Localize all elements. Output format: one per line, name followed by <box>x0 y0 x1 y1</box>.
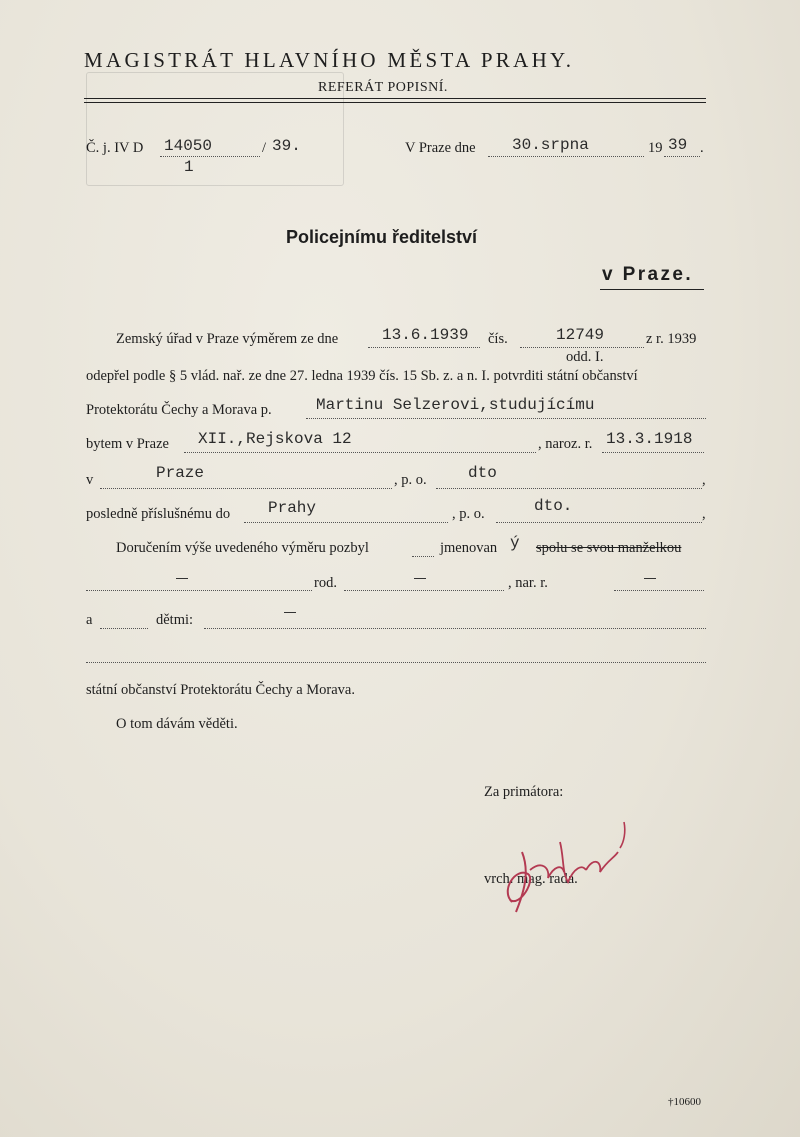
cj-label: Č. j. IV D <box>86 140 144 156</box>
line10-dash <box>284 612 296 613</box>
line7-po: , p. o. <box>452 506 485 522</box>
line9-dash-c <box>644 578 656 579</box>
line9-dash-b <box>414 578 426 579</box>
addressee-city: v Praze. <box>602 264 694 285</box>
line9-dots-c <box>614 590 704 591</box>
line9-dots-b <box>344 590 504 591</box>
date-value: 30.srpna <box>512 136 589 154</box>
line13-text: O tom dávám věděti. <box>116 716 238 732</box>
department-subtitle: REFERÁT POPISNÍ. <box>318 80 448 95</box>
line8-dots <box>412 556 434 557</box>
line6-po: , p. o. <box>394 472 427 488</box>
line9-rod: rod. <box>314 575 337 591</box>
line5-dots <box>184 452 536 453</box>
line8-text: Doručením výše uvedeného výměru pozbyl <box>116 540 369 556</box>
line6-po-dots <box>436 488 702 489</box>
person-name: Martinu Selzerovi,studujícímu <box>316 396 595 414</box>
header-rule-bottom <box>84 102 706 103</box>
line10-a: a <box>86 612 93 628</box>
residence-address: XII.,Rejskova 12 <box>198 430 352 448</box>
line7-dots <box>244 522 448 523</box>
department-odd: odd. I. <box>566 349 604 365</box>
line10-dots-a <box>100 628 148 629</box>
domicile-place: Prahy <box>268 499 317 517</box>
date-dotline <box>488 156 644 157</box>
cj-sub: 1 <box>184 158 194 176</box>
year-dotline <box>664 156 700 157</box>
birth-place: Praze <box>156 464 205 482</box>
birth-po: dto <box>468 464 497 482</box>
line8-fill: ý <box>510 534 520 552</box>
line1-date-dots <box>368 347 480 348</box>
cj-year: 39. <box>272 137 301 155</box>
year-dot: . <box>700 140 704 156</box>
line7-po-dots <box>496 522 702 523</box>
domicile-po: dto. <box>534 497 573 515</box>
line4-dots <box>306 418 706 419</box>
line12-text: státní občanství Protektorátu Čechy a Morava. <box>86 682 355 698</box>
line4-text: Protektorátu Čechy a Morava p. <box>86 402 272 418</box>
line1-year: z r. 1939 <box>646 331 697 347</box>
line6-end: , <box>702 472 706 488</box>
line9-dash-a <box>176 578 188 579</box>
addressee-title: Policejnímu ředitelství <box>286 227 478 247</box>
line1-cis: čís. <box>488 331 508 347</box>
cj-dotline <box>160 156 260 157</box>
form-number: †10600 <box>668 1096 701 1108</box>
line8-named: jmenovan <box>440 540 498 556</box>
line10-dots-b <box>204 628 706 629</box>
year-suffix: 39 <box>668 136 688 154</box>
line10-children: dětmi: <box>156 612 194 628</box>
faded-stamp <box>86 72 344 186</box>
line11-dots <box>86 662 706 663</box>
place-label: V Praze dne <box>405 140 476 156</box>
line1-num-dots <box>520 347 644 348</box>
decision-date: 13.6.1939 <box>382 326 469 344</box>
signature-rank: vrch. mag. rada. <box>484 871 578 887</box>
decision-number: 12749 <box>556 326 605 344</box>
office-header: MAGISTRÁT HLAVNÍHO MĚSTA PRAHY. <box>84 48 575 72</box>
line7-text: posledně příslušnému do <box>86 506 231 522</box>
line6-v: v <box>86 472 94 488</box>
handwritten-signature <box>490 812 650 922</box>
line1-text: Zemský úřad v Praze výměrem ze dne <box>116 331 339 347</box>
line9-nar: , nar. r. <box>508 575 548 591</box>
addressee-city-rule <box>600 289 704 290</box>
line7-end: , <box>702 506 706 522</box>
birth-date: 13.3.1918 <box>606 430 693 448</box>
year-prefix: 19 <box>648 140 663 156</box>
signature-for: Za primátora: <box>484 784 564 800</box>
line8-struck-spouse: spolu se svou manželkou <box>536 540 682 556</box>
cj-slash: / <box>262 140 267 156</box>
line3-text: odepřel podle § 5 vlád. nař. ze dne 27. ledna 1939 čís. 15 Sb. z. a n. I. potvrditi státní občanství <box>86 368 638 384</box>
line9-dots-a <box>86 590 312 591</box>
line5-text: bytem v Praze <box>86 436 169 452</box>
line5-born: , naroz. r. <box>538 436 593 452</box>
line6-dots <box>100 488 392 489</box>
cj-number: 14050 <box>164 137 213 155</box>
header-rule-top <box>84 98 706 99</box>
line5-birth-dots <box>602 452 704 453</box>
